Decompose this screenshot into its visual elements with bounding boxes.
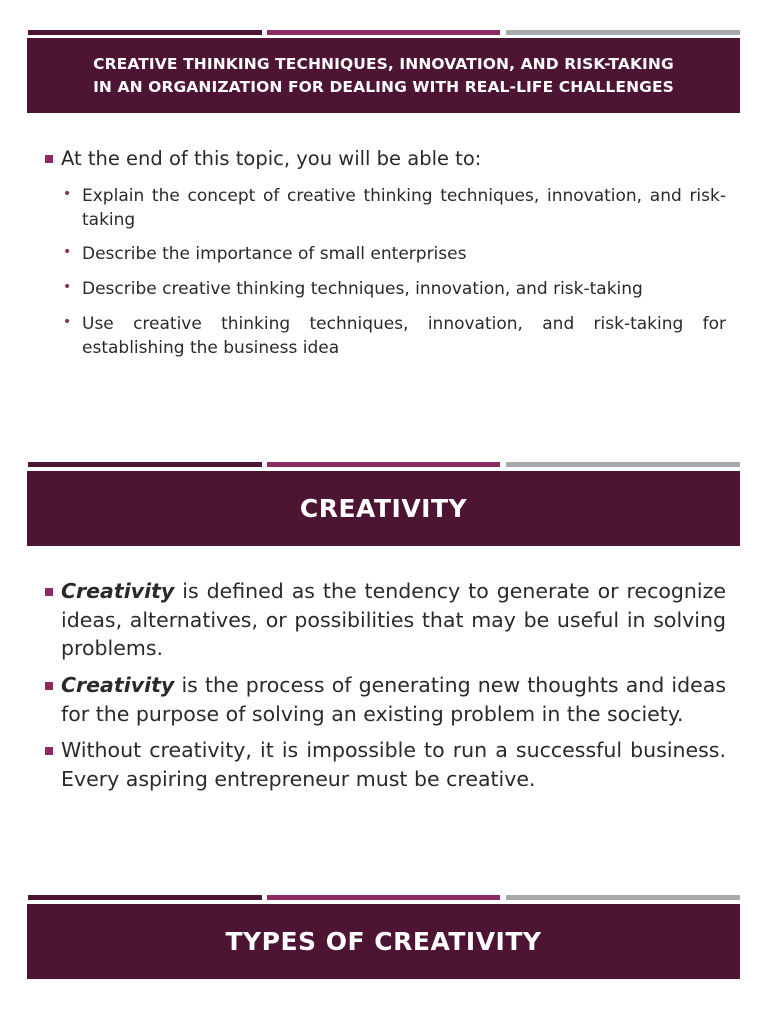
slide-title: TYPES OF CREATIVITY	[225, 927, 542, 956]
slide-title: CREATIVITY	[299, 494, 468, 523]
slide-title-line-2: IN AN ORGANIZATION FOR DEALING WITH REAL-LIFE CHALLENGES	[93, 77, 674, 96]
definition-text: is defined as the tendency to generate or recognize ideas, alternatives, or possibilities that may be useful in solving problems.	[61, 579, 726, 660]
term: Creativity	[61, 579, 175, 603]
objective-item: Describe the importance of small enterprises	[82, 244, 467, 264]
slide-title-line-1: CREATIVE THINKING TECHNIQUES, INNOVATION, AND RISK-TAKING	[93, 54, 674, 73]
bullet-dot-icon: •	[63, 244, 72, 260]
bullet-square-icon	[45, 588, 53, 596]
bullet-square-icon	[45, 747, 53, 755]
objective-item: Describe creative thinking techniques, innovation, and risk-taking	[82, 279, 643, 299]
definition-bullet	[61, 671, 726, 728]
slide-title-banner	[27, 904, 740, 979]
definition-text: is the process of generating new thoughts and ideas for the purpose of solving an existing problem in the society.	[61, 673, 726, 726]
objective-item: Explain the concept of creative thinking techniques, innovation, and risk-taking	[82, 186, 726, 230]
objective-item: Use creative thinking techniques, innovation, and risk-taking for establishing the business idea	[82, 314, 726, 358]
statement-text: Without creativity, it is impossible to run a successful business. Every aspiring entrepreneur must be creative.	[61, 738, 726, 791]
decor-rule-dark	[28, 895, 262, 900]
slide-title-banner	[27, 471, 740, 546]
decor-rule-magenta	[267, 30, 500, 35]
decor-rule-grey	[506, 895, 740, 900]
bullet-dot-icon: •	[63, 314, 72, 330]
bullet-square-icon	[45, 155, 53, 163]
decor-rule-dark	[28, 462, 262, 467]
bullet-square-icon	[45, 682, 53, 690]
decor-rule-dark	[28, 30, 262, 35]
decor-rule-magenta	[267, 895, 500, 900]
bullet-dot-icon: •	[63, 186, 72, 202]
slide-title-banner	[27, 38, 740, 113]
bullet-dot-icon: •	[63, 279, 72, 295]
term: Creativity	[61, 673, 175, 697]
decor-rule-magenta	[267, 462, 500, 467]
definition-bullet	[61, 577, 726, 663]
decor-rule-grey	[506, 462, 740, 467]
definition-bullet	[61, 736, 726, 793]
decor-rule-grey	[506, 30, 740, 35]
objectives-intro: At the end of this topic, you will be able to:	[61, 147, 482, 170]
